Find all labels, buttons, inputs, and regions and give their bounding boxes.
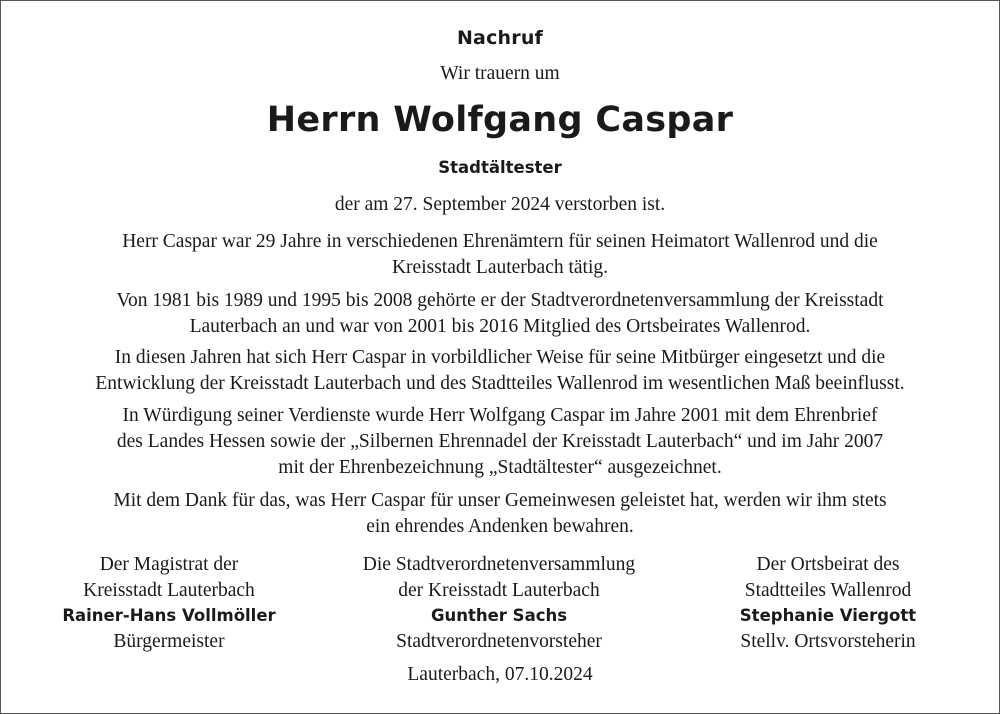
signature-org-line: Die Stadtverordnetenversammlung [362, 554, 636, 575]
text-line: des Landes Hessen sowie der „Silbernen Ehrennadel der Kreisstadt Lauterbach“ und im Jahr 2007 [116, 431, 884, 452]
signature-org-line: Der Ortsbeirat des [756, 554, 900, 575]
text-line: ein ehrendes Andenken bewahren. [366, 516, 634, 537]
signatory-name: Rainer-Hans Vollmöller [62, 606, 276, 625]
signature-org-line: der Kreisstadt Lauterbach [398, 579, 600, 601]
text-line: der am 27. September 2024 verstorben ist. [334, 194, 666, 215]
paragraph-commitment [0, 345, 1000, 397]
signature-org-line: Der Magistrat der [99, 554, 239, 575]
signatory-title: Stadtverordnetenvorsteher [396, 630, 602, 652]
text-line: mit der Ehrenbezeichnung „Stadtältester“ ausgezeichnet. [278, 457, 722, 478]
paragraph-awards [0, 403, 1000, 481]
signatory-title: Stellv. Ortsvorsteherin [740, 630, 916, 652]
signatory-name: Stephanie Viergott [739, 606, 917, 625]
signatory-name: Gunther Sachs [430, 606, 568, 625]
deceased-name: Herrn Wolfgang Caspar [266, 100, 734, 140]
text-line: In Würdigung seiner Verdienste wurde Herr Wolfgang Caspar im Jahre 2001 mit dem Ehrenbrief [122, 405, 878, 426]
text-line: Von 1981 bis 1989 und 1995 bis 2008 gehörte er der Stadtverordnetenversammlung der Kreisstadt [116, 290, 884, 311]
paragraph-council-membership [0, 288, 1000, 340]
text-line: Entwicklung der Kreisstadt Lauterbach und des Stadtteiles Wallenrod im wesentlichen Maß beeinflusst. [95, 373, 905, 394]
deceased-title: Stadtältester [438, 158, 562, 177]
signatory-title: Bürgermeister [113, 630, 225, 652]
paragraph-honorary-offices [0, 229, 1000, 281]
place-and-date: Lauterbach, 07.10.2024 [407, 664, 593, 685]
signature-block-ortsbeirat [663, 552, 993, 654]
signature-org-line: Kreisstadt Lauterbach [83, 579, 255, 601]
paragraph-gratitude [0, 488, 1000, 540]
text-line: Kreisstadt Lauterbach tätig. [391, 257, 609, 278]
intro-line: Wir trauern um [440, 63, 560, 84]
text-line: Herr Caspar war 29 Jahre in verschiedenen Ehrenämtern für seinen Heimatort Wallenrod und die [122, 231, 878, 252]
text-line: Lauterbach an und war von 2001 bis 2016 Mitglied des Ortsbeirates Wallenrod. [189, 316, 811, 337]
text-line: In diesen Jahren hat sich Herr Caspar in vorbildlicher Weise für seine Mitbürger eingesetzt und die [114, 347, 886, 368]
signature-block-magistrat [4, 552, 334, 654]
signature-block-assembly [334, 552, 664, 654]
signature-org-line: Stadtteiles Wallenrod [744, 579, 912, 601]
notice-heading: Nachruf [456, 27, 544, 49]
text-line: Mit dem Dank für das, was Herr Caspar für unser Gemeinwesen geleistet hat, werden wir ihm stets [113, 490, 887, 511]
paragraph-death-date [0, 192, 1000, 218]
